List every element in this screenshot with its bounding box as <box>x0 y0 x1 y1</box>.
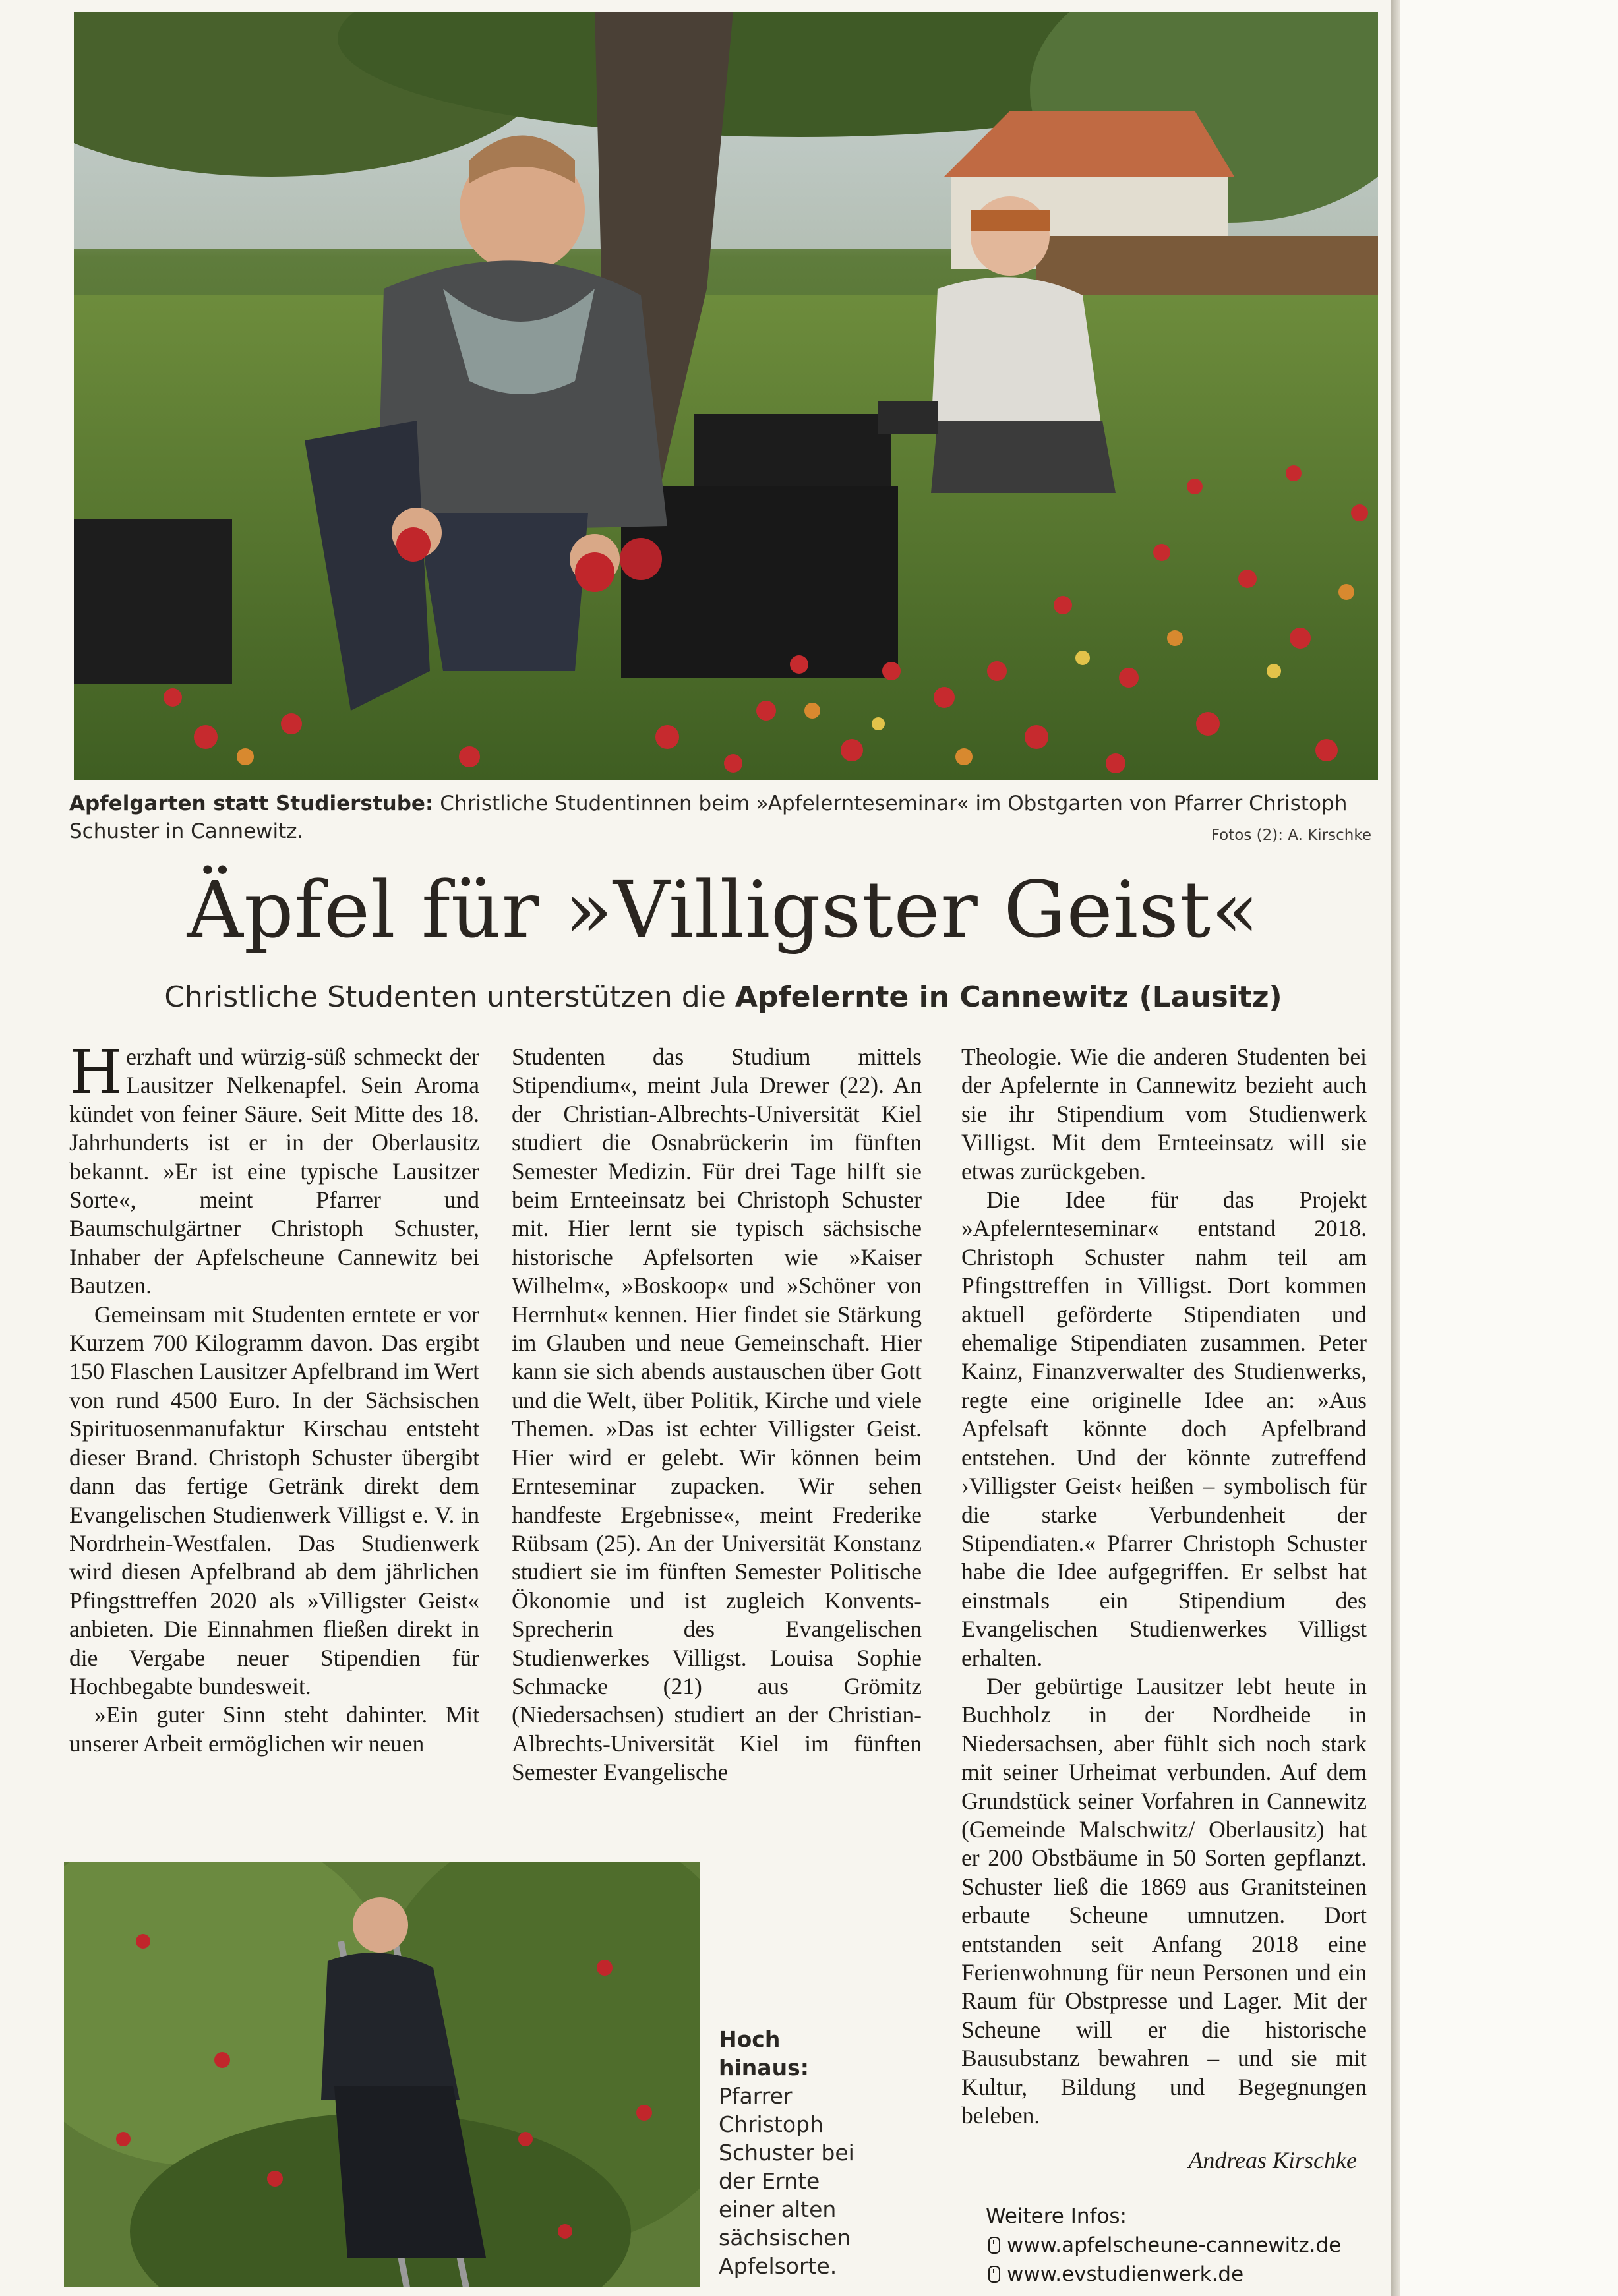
subheadline <box>74 979 1373 1016</box>
article-column-3 <box>961 1043 1367 2130</box>
background-page <box>1391 0 1618 2296</box>
paragraph-text: erzhaft und würzig-süß schmeckt der Lausitzer Nelkenapfel. Sein Aroma kündet von feiner Säure. Seit Mitte des 18. Jahrhunderts ist er in der Oberlausitz bekannt. »Er ist eine typische Lausitzer Sorte«, meint Pfarrer und Baumschulgärtner Christoph Schuster, Inhaber der Apfelscheune Cannewitz bei Bautzen. <box>69 1044 479 1299</box>
info-link-text[interactable]: www.evstudienwerk.de <box>1007 2262 1244 2286</box>
article-paragraph: Der gebürtige Lausitzer lebt heute in Buchholz in der Nordheide in Niedersachsen, aber fühlt sich noch stark mit seiner Urheimat verbunden. Auf dem Grundstück seiner Vorfahren in Cannewitz (Gemeinde Malschwitz/ Oberlausitz) hat er 200 Obstbäume in 50 Sorten gepflanzt. Schuster ließ die 1869 aus Granitsteinen erbaute Scheune umnutzen. Dort entstanden seit Anfang 2018 eine Ferienwohnung für neun Personen und ein Raum für Obstpresse und Lager. Mit der Scheune will er die historische Bausubstanz bewahren – und sie mit Kultur, Bildung und Begegnungen beleben. <box>961 1672 1367 2129</box>
author-byline: Andreas Kirschke <box>1188 2147 1357 2173</box>
article-paragraph: Theologie. Wie die anderen Studenten bei der Apfelernte in Cannewitz bezieht auch sie ihr Stipendium vom Studienwerk Villigst. Mit dem Ernteeinsatz will sie etwas zurückgeben. <box>961 1044 1367 1185</box>
info-link-apfelscheune[interactable] <box>986 2231 1381 2260</box>
info-box <box>986 2202 1381 2289</box>
mouse-icon <box>988 2266 1000 2283</box>
photo-credit: Fotos (2): A. Kirschke <box>1211 827 1371 844</box>
article-paragraph: Gemeinsam mit Studenten erntete er vor Kurzem 700 Kilogramm davon. Das ergibt 150 Flaschen Lausitzer Apfelbrand im Wert von rund 4500 Euro. In der Sächsischen Spirituosenmanufaktur Kirschau entsteht dieser Brand. Christoph Schuster übergibt dann das fertige Getränk direkt dem Evangelischen Studienwerk Villigst e. V. in Nordrhein-Westfalen. Das Studienwerk wird diesen Apfelbrand ab dem jährlichen Pfingsttreffen 2020 als »Villigster Geist« anbieten. Die Einnahmen fließen direkt in die Vergabe neuer Stipendien für Hochbegabte bundesweit. <box>69 1301 479 1699</box>
article-column-2 <box>512 1043 922 1787</box>
side-caption-text: Pfarrer Christoph Schuster bei der Ernte einer alten sächsischen Apfelsorte. <box>719 2083 854 2279</box>
dropcap: H <box>69 1037 123 1107</box>
caption-text: Christliche Studentinnen beim »Apfelernteseminar« im Obstgarten von Pfarrer Christoph Schuster in Cannewitz. <box>69 792 1348 843</box>
info-link-evstudienwerk[interactable] <box>986 2260 1381 2289</box>
subhead-lead: Christliche Studenten unterstützen die <box>164 980 735 1014</box>
info-heading: Weitere Infos: <box>986 2204 1127 2228</box>
subhead-bold: Apfelernte in Cannewitz (Lausitz) <box>734 980 1282 1014</box>
mouse-icon <box>988 2237 1000 2254</box>
pastor-harvest-photo <box>64 1862 700 2287</box>
info-link-text[interactable]: www.apfelscheune-cannewitz.de <box>1007 2233 1342 2257</box>
article-paragraph: Studenten das Studium mittels Stipendium«, meint Jula Drewer (22). An der Christian-Albrechts-Universität Kiel studiert die Osnabrückerin im fünften Semester Medizin. Für drei Tage hilft sie beim Ernteeinsatz bei Christoph Schuster mit. Hier lernt sie typisch sächsische historische Apfelsorten wie »Kaiser Wilhelm«, »Boskoop« und »Schöner von Herrnhut« kennen. Hier findet sie Stärkung im Glauben und neue Gemeinschaft. Hier kann sie sich abends austauschen über Gott und die Welt, über Politik, Kirche und viele Themen. »Das ist echter Villigster Geist. Hier wird er gelebt. Wir können beim Ernteseminar zupacken. Wir sehen handfeste Ergebnisse«, meint Frederike Rübsam (25). An der Universität Konstanz studiert sie im fünften Semester Politische Ökonomie und ist zugleich Konvents-Sprecherin des Evangelischen Studienwerkes Villigst. Louisa Sophie Schmacke (21) aus Grömitz (Niedersachsen) studiert an der Christian-Albrechts-Universität Kiel im fünften Semester Evangelische <box>512 1044 922 1786</box>
article-paragraph: »Ein guter Sinn steht dahinter. Mit unserer Arbeit ermöglichen wir neuen <box>69 1701 479 1757</box>
article-paragraph: Die Idee für das Projekt »Apfelernteseminar« entstand 2018. Christoph Schuster nahm teil am Pfingsttreffen in Villigst. Dort kommen aktuell geförderte Stipendiaten und ehemalige Stipendiaten zusammen. Peter Kainz, Finanzverwalter des Studienwerks, regte eine originelle Idee an: »Aus Apfelsaft könnte doch Apfelbrand entstehen. Und der könnte zutreffend ›Villigster Geist‹ heißen – symbolisch für die starke Verbundenheit der Stipendiaten.« Pfarrer Christoph Schuster habe die Idee aufgegriffen. Er selbst hat einstmals ein Stipendium des Evangelischen Studienwerkes Villigst erhalten. <box>961 1187 1367 1671</box>
article-paragraph <box>69 1037 479 1301</box>
apple-harvest-photo <box>74 12 1378 780</box>
headline: Äpfel für »Villigster Geist« <box>187 864 1260 955</box>
article-column-1 <box>69 1037 479 1758</box>
page-edge-shadow <box>1391 0 1400 2296</box>
side-caption-title: Hoch hinaus: <box>719 2026 809 2080</box>
side-photo-caption <box>719 2025 877 2280</box>
caption-lead: Apfelgarten statt Studierstube: <box>69 792 434 815</box>
